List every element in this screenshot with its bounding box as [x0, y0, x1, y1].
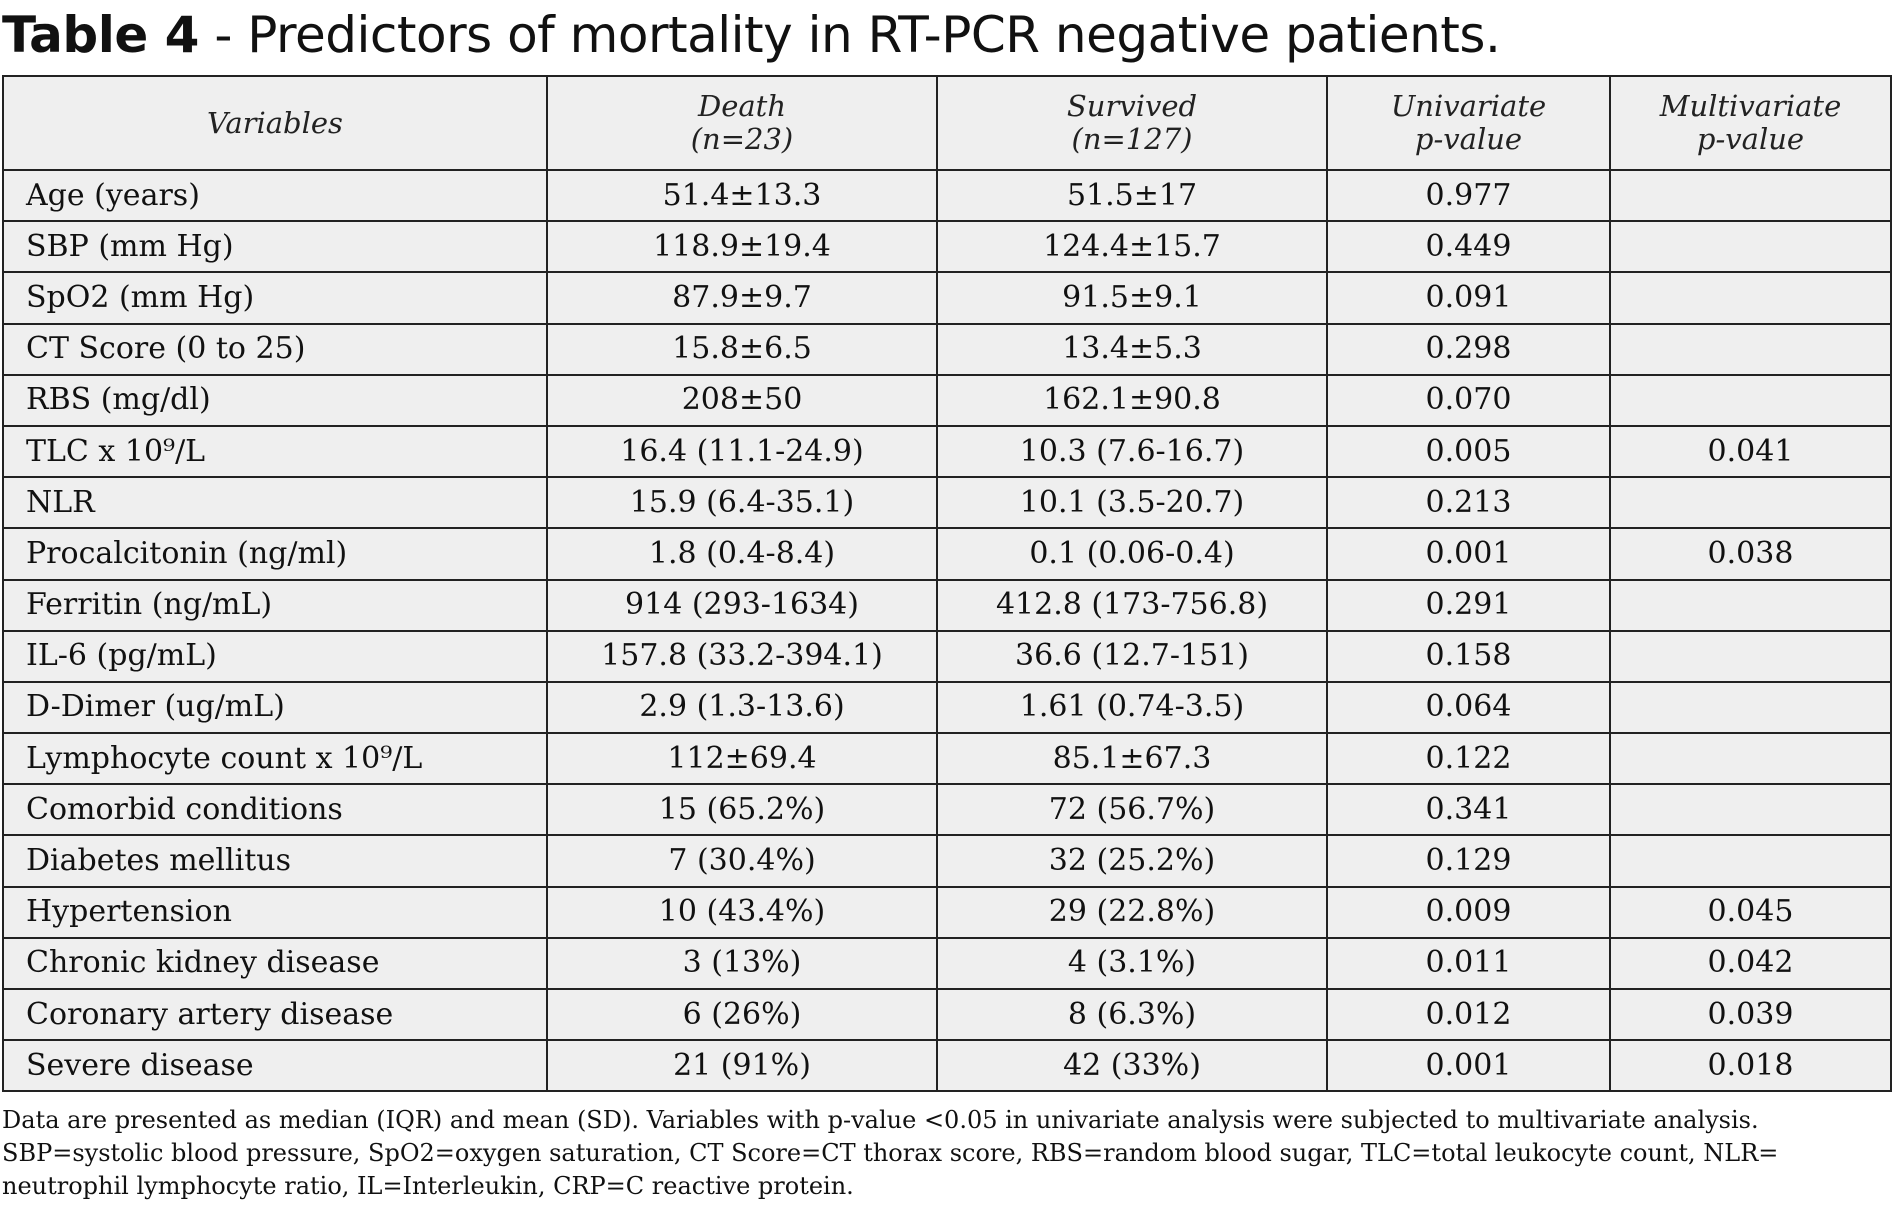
table-row: [3, 835, 1891, 886]
cell-survived: 72 (56.7%): [937, 784, 1327, 835]
header-multivariate-label: Multivariate: [1659, 89, 1842, 123]
cell-univariate-p: 0.213: [1327, 477, 1610, 528]
table-row: [3, 682, 1891, 733]
cell-multivariate-p: 0.039: [1610, 989, 1891, 1040]
cell-survived: 32 (25.2%): [937, 835, 1327, 886]
cell-survived: 1.61 (0.74-3.5): [937, 682, 1327, 733]
cell-univariate-p: 0.129: [1327, 835, 1610, 886]
cell-death: 51.4±13.3: [547, 170, 937, 221]
cell-variable: Coronary artery disease: [3, 989, 547, 1040]
cell-death: 21 (91%): [547, 1040, 937, 1091]
cell-variable: Comorbid conditions: [3, 784, 547, 835]
cell-variable: Age (years): [3, 170, 547, 221]
cell-survived: 85.1±67.3: [937, 733, 1327, 784]
cell-multivariate-p: 0.038: [1610, 528, 1891, 579]
cell-survived: 91.5±9.1: [937, 272, 1327, 323]
table-row: [3, 375, 1891, 426]
header-survived-n: (n=127): [1071, 122, 1193, 156]
table-title: [2, 4, 1500, 66]
header-multivariate: [1610, 76, 1891, 170]
cell-variable: RBS (mg/dl): [3, 375, 547, 426]
cell-variable: Ferritin (ng/mL): [3, 580, 547, 631]
cell-multivariate-p: [1610, 733, 1891, 784]
table-row: [3, 887, 1891, 938]
header-death-n: (n=23): [690, 122, 794, 156]
cell-univariate-p: 0.291: [1327, 580, 1610, 631]
cell-death: 87.9±9.7: [547, 272, 937, 323]
table-title-label: Table 4: [2, 6, 199, 64]
cell-survived: 29 (22.8%): [937, 887, 1327, 938]
cell-death: 10 (43.4%): [547, 887, 937, 938]
header-univariate: [1327, 76, 1610, 170]
cell-variable: Lymphocyte count x 10⁹/L: [3, 733, 547, 784]
header-survived: [937, 76, 1327, 170]
table-row: [3, 580, 1891, 631]
cell-variable: Hypertension: [3, 887, 547, 938]
cell-survived: 10.1 (3.5-20.7): [937, 477, 1327, 528]
table-row: [3, 733, 1891, 784]
header-variables-label: Variables: [207, 105, 343, 140]
cell-multivariate-p: [1610, 375, 1891, 426]
cell-multivariate-p: [1610, 580, 1891, 631]
cell-multivariate-p: 0.018: [1610, 1040, 1891, 1091]
header-univariate-pvalue: p-value: [1414, 122, 1523, 156]
table-row: [3, 989, 1891, 1040]
cell-survived: 13.4±5.3: [937, 324, 1327, 375]
cell-multivariate-p: [1610, 170, 1891, 221]
cell-variable: Procalcitonin (ng/ml): [3, 528, 547, 579]
cell-multivariate-p: [1610, 324, 1891, 375]
cell-univariate-p: 0.001: [1327, 528, 1610, 579]
predictors-table: [2, 75, 1892, 1092]
cell-survived: 4 (3.1%): [937, 938, 1327, 989]
cell-multivariate-p: 0.041: [1610, 426, 1891, 477]
table-row: [3, 528, 1891, 579]
cell-survived: 10.3 (7.6-16.7): [937, 426, 1327, 477]
cell-univariate-p: 0.298: [1327, 324, 1610, 375]
table-row: [3, 631, 1891, 682]
cell-univariate-p: 0.158: [1327, 631, 1610, 682]
cell-survived: 42 (33%): [937, 1040, 1327, 1091]
table-header-row: [3, 76, 1891, 170]
cell-death: 914 (293-1634): [547, 580, 937, 631]
cell-univariate-p: 0.977: [1327, 170, 1610, 221]
table-row: [3, 477, 1891, 528]
table-footnote: [2, 1104, 1888, 1203]
cell-death: 157.8 (33.2-394.1): [547, 631, 937, 682]
cell-variable: D-Dimer (ug/mL): [3, 682, 547, 733]
cell-variable: Diabetes mellitus: [3, 835, 547, 886]
header-multivariate-pvalue: p-value: [1696, 122, 1805, 156]
cell-survived: 412.8 (173-756.8): [937, 580, 1327, 631]
cell-univariate-p: 0.005: [1327, 426, 1610, 477]
cell-survived: 162.1±90.8: [937, 375, 1327, 426]
cell-variable: SBP (mm Hg): [3, 221, 547, 272]
table-row: [3, 221, 1891, 272]
cell-variable: SpO2 (mm Hg): [3, 272, 547, 323]
cell-death: 15.8±6.5: [547, 324, 937, 375]
table-row: [3, 1040, 1891, 1091]
table-row: [3, 938, 1891, 989]
header-variables: [3, 76, 547, 170]
cell-survived: 124.4±15.7: [937, 221, 1327, 272]
cell-death: 6 (26%): [547, 989, 937, 1040]
header-death: [547, 76, 937, 170]
table-body: [3, 170, 1891, 1091]
cell-death: 15.9 (6.4-35.1): [547, 477, 937, 528]
cell-multivariate-p: 0.045: [1610, 887, 1891, 938]
cell-multivariate-p: [1610, 221, 1891, 272]
cell-death: 118.9±19.4: [547, 221, 937, 272]
header-survived-label: Survived: [1066, 89, 1198, 123]
cell-death: 16.4 (11.1-24.9): [547, 426, 937, 477]
footnote-line: SBP=systolic blood pressure, SpO2=oxygen saturation, CT Score=CT thorax score, RBS=random blood sugar, TLC=total leukocyte count, NLR=: [2, 1139, 1779, 1167]
table-row: [3, 426, 1891, 477]
cell-univariate-p: 0.012: [1327, 989, 1610, 1040]
cell-survived: 0.1 (0.06-0.4): [937, 528, 1327, 579]
cell-univariate-p: 0.122: [1327, 733, 1610, 784]
cell-multivariate-p: [1610, 835, 1891, 886]
cell-univariate-p: 0.341: [1327, 784, 1610, 835]
cell-univariate-p: 0.001: [1327, 1040, 1610, 1091]
cell-multivariate-p: 0.042: [1610, 938, 1891, 989]
cell-variable: IL-6 (pg/mL): [3, 631, 547, 682]
cell-univariate-p: 0.009: [1327, 887, 1610, 938]
cell-survived: 51.5±17: [937, 170, 1327, 221]
cell-multivariate-p: [1610, 784, 1891, 835]
cell-multivariate-p: [1610, 631, 1891, 682]
cell-variable: TLC x 10⁹/L: [3, 426, 547, 477]
cell-death: 7 (30.4%): [547, 835, 937, 886]
cell-death: 15 (65.2%): [547, 784, 937, 835]
table-row: [3, 784, 1891, 835]
cell-variable: CT Score (0 to 25): [3, 324, 547, 375]
cell-univariate-p: 0.091: [1327, 272, 1610, 323]
cell-survived: 8 (6.3%): [937, 989, 1327, 1040]
table-row: [3, 170, 1891, 221]
table-row: [3, 272, 1891, 323]
table-row: [3, 324, 1891, 375]
cell-univariate-p: 0.070: [1327, 375, 1610, 426]
cell-multivariate-p: [1610, 477, 1891, 528]
footnote-line: neutrophil lymphocyte ratio, IL=Interleukin, CRP=C reactive protein.: [2, 1172, 854, 1200]
cell-multivariate-p: [1610, 272, 1891, 323]
cell-variable: Chronic kidney disease: [3, 938, 547, 989]
cell-death: 208±50: [547, 375, 937, 426]
cell-univariate-p: 0.064: [1327, 682, 1610, 733]
header-univariate-label: Univariate: [1390, 89, 1547, 123]
table-title-text: - Predictors of mortality in RT-PCR negative patients.: [198, 6, 1501, 64]
cell-variable: NLR: [3, 477, 547, 528]
cell-variable: Severe disease: [3, 1040, 547, 1091]
footnote-line: Data are presented as median (IQR) and mean (SD). Variables with p-value <0.05 in univariate analysis were subjected to multivariate analysis.: [2, 1106, 1759, 1134]
cell-univariate-p: 0.011: [1327, 938, 1610, 989]
cell-death: 2.9 (1.3-13.6): [547, 682, 937, 733]
header-death-label: Death: [697, 89, 787, 123]
cell-univariate-p: 0.449: [1327, 221, 1610, 272]
cell-death: 1.8 (0.4-8.4): [547, 528, 937, 579]
cell-multivariate-p: [1610, 682, 1891, 733]
cell-survived: 36.6 (12.7-151): [937, 631, 1327, 682]
cell-death: 112±69.4: [547, 733, 937, 784]
cell-death: 3 (13%): [547, 938, 937, 989]
